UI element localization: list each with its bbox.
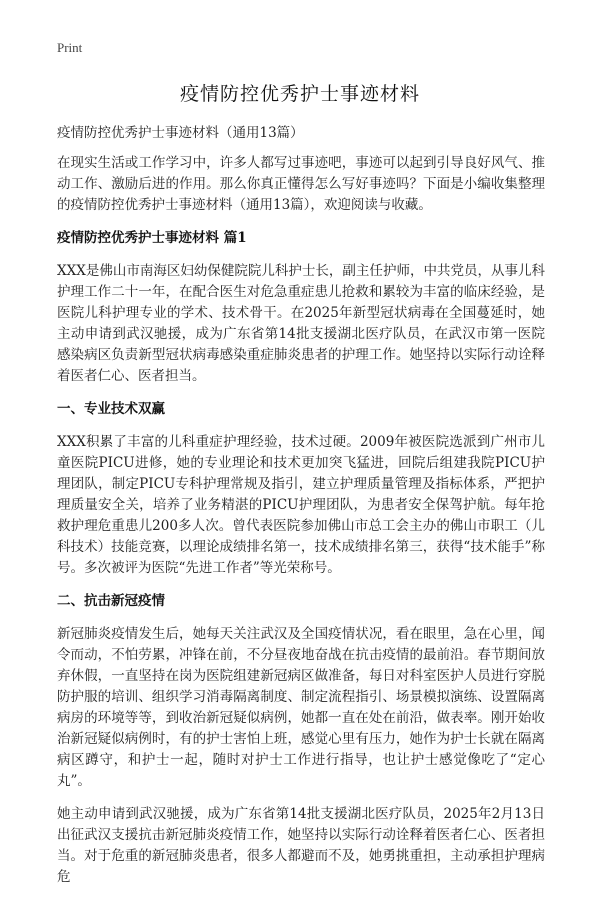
document-title: 疫情防控优秀护士事迹材料 bbox=[179, 83, 420, 105]
subheading-1: 一、专业技术双赢 bbox=[57, 401, 165, 417]
body-paragraph-1: XXX是佛山市南海区妇幼保健院院儿科护士长，副主任护师，中共党员，从事儿科护理工作二十一年，在配合医生对危急重症患儿抢救和累较为丰富的临床经验，是医院儿科护理专业的学术、技术骨干。在2025年新型冠状病毒在全国蔓延时，她主动申请到武汉驰援，成为广东省第14批支援湖北医疗队员，在武汉市第一医院感染病区负责新型冠状病毒感染重症肺炎患者的护理工作。她坚持以实际行动诠释着医者仁心、医者担当。 bbox=[57, 263, 545, 384]
body-paragraph-4: 她主动申请到武汉驰援，成为广东省第14批支援湖北医疗队员，2025年2月13日出征武汉支援抗击新冠肺炎疫情工作，她坚持以实际行动诠释着医者仁心、医者担当。对于危重的新冠肺炎患者，很多人都避而不及，她勇挑重担，主动承担护理病危 bbox=[57, 806, 545, 885]
body-paragraph-2: XXX积累了丰富的儿科重症护理经验，技术过硬。2009年被医院选派到广州市儿童医院PICU进修，她的专业理论和技术更加突飞猛进，回院后组建我院PICU护理团队，制定PICU专科护理常规及指引，建立护理质量管理及指标体系，严把护理质量安全关，培养了业务精湛的PICU护理团队，为患者安全保驾护航。每年抢救护理危重患儿200多人次。曾代表医院参加佛山市总工会主办的佛山市职工（儿科技术）技能竞赛，以理论成绩排名第一，技术成绩排名第三，获得“技术能手”称号。多次被评为医院“先进工作者”等光荣称号。 bbox=[57, 434, 545, 576]
subheading-2: 二、抗击新冠疫情 bbox=[57, 593, 165, 609]
body-paragraph-3: 新冠肺炎疫情发生后，她每天关注武汉及全国疫情状况，看在眼里，急在心里，闻令而动，不怕劳累，冲锋在前，不分昼夜地奋战在抗击疫情的最前沿。春节期间放弃休假，一直坚持在岗为医院组建新冠病区做准备，每日对科室医护人员进行穿脱防护服的培训、组织学习消毒隔离制度、制定流程指引、场景模拟演练、设置隔离病房的环境等等，到收治新冠疑似病例，她都一直在处在前沿，做表率。刚开始收治新冠疑似病例时，有的护士害怕上班，感觉心里有压力，她作为护士长就在隔离病区蹲守，和护士一起，随时对护士工作进行指导，也让护士感觉像吃了“定心丸”。 bbox=[57, 626, 545, 789]
intro-paragraph: 在现实生活或工作学习中，许多人都写过事迹吧，事迹可以起到引导良好风气、推动工作、激励后进的作用。那么你真正懂得怎么写好事迹吗？下面是小编收集整理的疫情防控优秀护士事迹材料（通用13篇），欢迎阅读与收藏。 bbox=[57, 155, 545, 213]
print-label: Print bbox=[57, 40, 83, 55]
document-body bbox=[57, 123, 545, 900]
document-subtitle: 疫情防控优秀护士事迹材料（通用13篇） bbox=[57, 125, 304, 141]
section-heading: 疫情防控优秀护士事迹材料 篇1 bbox=[57, 230, 247, 246]
